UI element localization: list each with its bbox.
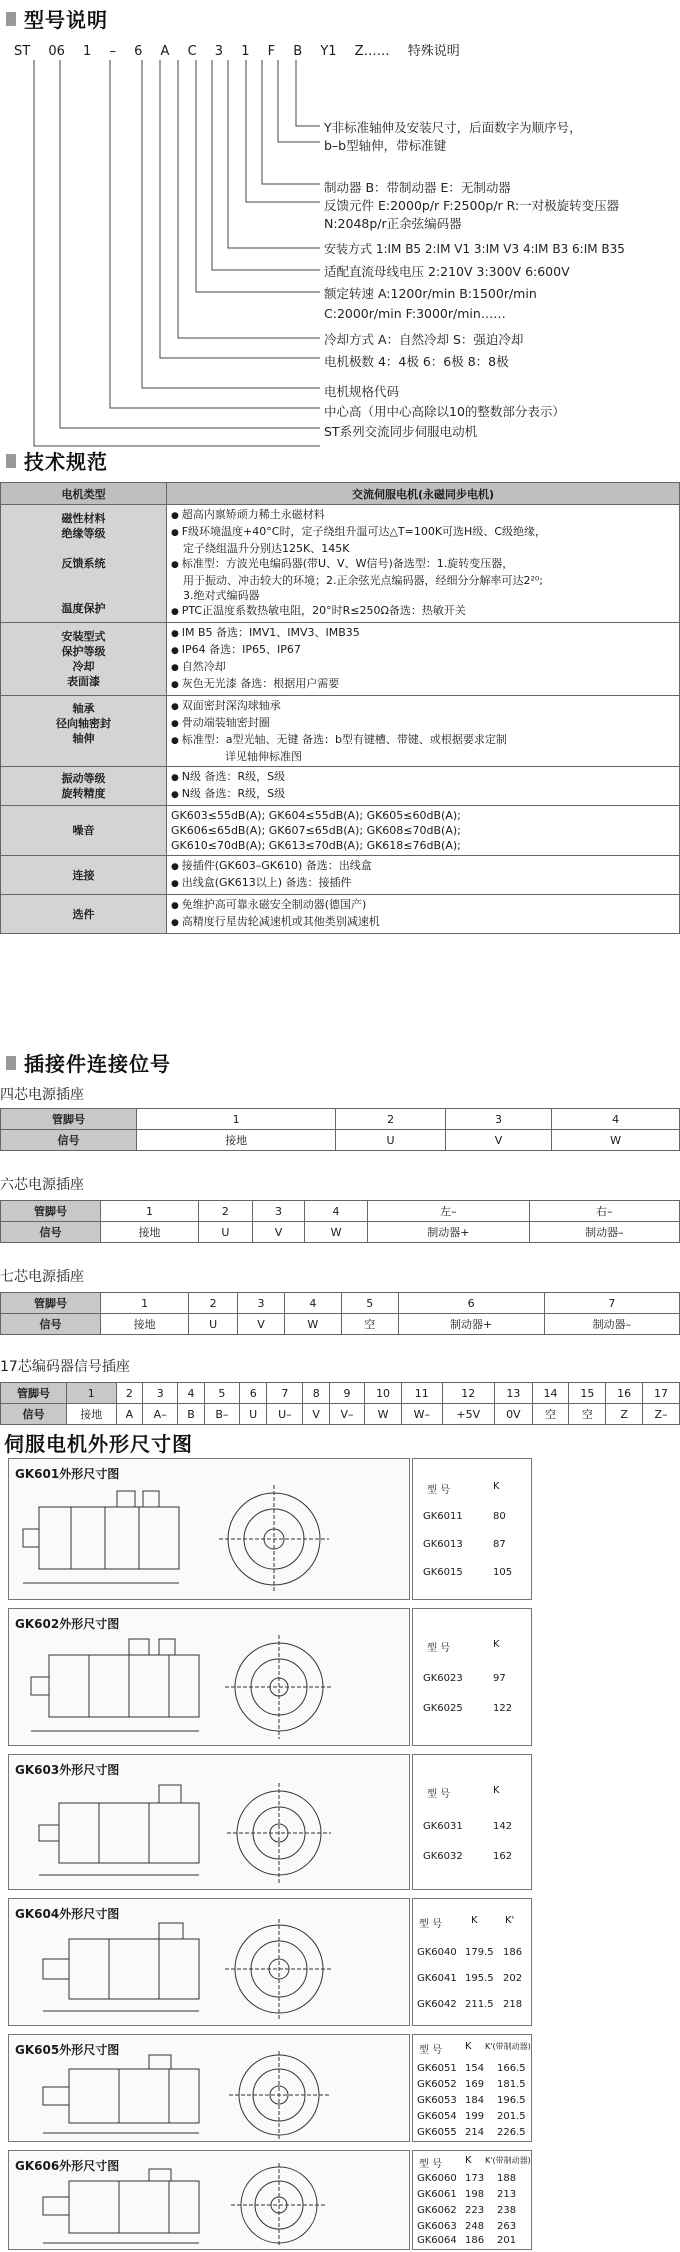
code-part: Y1 [320,44,337,59]
pin-cell: 12 [442,1383,494,1404]
dim-drawing [8,2034,410,2142]
pin-header: 管脚号 [1,1201,101,1222]
signal-cell: B– [204,1404,239,1425]
spec-value: ● 接插件(GK603–GK610) 备选：出线盒 ● 出线盒(GK613以上) 备选：接插件 [167,856,680,895]
spec-label: 轴承 径向轴密封 轴伸 [1,696,167,767]
signal-cell: Z– [643,1404,680,1425]
code-part: 1 [241,44,250,59]
signal-cell: W [285,1314,342,1335]
code-part: 1 [83,44,92,59]
signal-cell: 空 [532,1404,569,1425]
pin-header: 信号 [1,1404,67,1425]
pin-cell: 9 [329,1383,364,1404]
code-part: F [267,44,276,59]
signal-cell: 0V [495,1404,533,1425]
spec-header-right: 交流伺服电机(永磁同步电机) [167,483,680,505]
code-part: Z…… [354,44,390,59]
drawing-title: GK602外形尺寸图 [15,1617,120,1631]
signal-cell: U [189,1314,238,1335]
spec-value: ● N级 备选：R级，S级 ● N级 备选：R级，S级 [167,767,680,806]
pin-cell: 7 [267,1383,303,1404]
spec-value: ● 双面密封深沟球轴承 ● 骨动端装轴密封圈 ● 标准型：a型光轴、无键 备选：b型有键槽、带键、或根据要求定制 详见轴伸标准图 [167,696,680,767]
code-part: – [109,44,116,59]
signal-cell: 接地 [137,1130,336,1151]
signal-cell: 制动器+ [367,1222,529,1243]
signal-cell: Z [606,1404,643,1425]
signal-cell: W– [401,1404,442,1425]
signal-cell: V [237,1314,284,1335]
spec-label: 噪音 [1,806,167,856]
spec-label: 安装型式 保护等级 冷却 表面漆 [1,623,167,696]
signal-cell: V– [329,1404,364,1425]
signal-cell: 空 [341,1314,398,1335]
drawing-title: GK603外形尺寸图 [15,1763,120,1777]
pin-cell: 4 [305,1201,368,1222]
signal-cell: 接地 [67,1404,117,1425]
code-part: A [160,44,170,59]
six-pin-title: 六芯电源插座 [0,1177,84,1193]
pin-cell: 1 [101,1293,189,1314]
drawing-title: GK604外形尺寸图 [15,1907,120,1921]
dim-drawing [8,1898,410,2026]
model-desc: 电机极数 4：4极 6：6极 8：8极 [324,354,509,369]
signal-cell: W [365,1404,402,1425]
signal-cell: 制动器– [529,1222,679,1243]
pin-cell: 16 [606,1383,643,1404]
k-table: 型 号 K GK6031 142 GK6032 162 [412,1754,532,1890]
pin-cell: 2 [189,1293,238,1314]
pin-cell: 13 [495,1383,533,1404]
signal-cell: U [198,1222,252,1243]
signal-cell: 空 [569,1404,606,1425]
seven-pin-title: 七芯电源插座 [0,1269,84,1285]
signal-cell: U– [267,1404,303,1425]
signal-cell: A [116,1404,142,1425]
spec-value: ● 免维护高可靠永磁安全制动器(德国产) ● 高精度行星齿轮减速机或其他类别减速机 [167,895,680,934]
k-table: 型 号 K K'(带制动器) GK6051 154 166.5 GK6052 169 181.5 GK6053 184 196.5 GK6054 199 201.5 GK6055 214 226.5 [412,2034,532,2142]
pin-cell: 1 [137,1109,336,1130]
spec-header-left: 电机类型 [1,483,167,505]
model-desc: C:2000r/min F:3000r/min…… [324,306,506,321]
signal-cell: 接地 [101,1222,199,1243]
spec-value: GK603≤55dB(A); GK604≤55dB(A); GK605≤60dB(A); GK606≤65dB(A); GK607≤65dB(A); GK608≤70dB(A); GK610≤70dB(A); GK613≤70dB(A); GK618≤76dB(A); [167,806,680,856]
drawing-title: GK601外形尺寸图 [15,1467,120,1481]
signal-cell: W [552,1130,680,1151]
pin-cell: 10 [365,1383,402,1404]
signal-cell: 制动器+ [398,1314,544,1335]
dim-drawing [8,1754,410,1890]
pin-cell: 2 [198,1201,252,1222]
code-part: 特殊说明 [407,44,460,59]
pin-cell: 6 [398,1293,544,1314]
spec-row [1,806,680,856]
k-table: 型 号 K GK6023 97 GK6025 122 [412,1608,532,1746]
pin-header: 管脚号 [1,1293,101,1314]
pin-cell: 3 [143,1383,178,1404]
pin-cell: 14 [532,1383,569,1404]
spec-row [1,856,680,895]
spec-row [1,505,680,623]
spec-row [1,895,680,934]
signal-cell: V [303,1404,329,1425]
model-desc: Y非标准轴伸及安装尺寸，后面数字为顺序号， [324,120,582,135]
encoder-pin-table [0,1382,680,1425]
pin-cell: 11 [401,1383,442,1404]
section-marker-icon [6,1056,16,1070]
pin-cell: 左– [367,1201,529,1222]
dim-drawing [8,1608,410,1746]
encoder-pin-title: 17芯编码器信号插座 [0,1359,130,1375]
model-desc: 适配直流母线电压 2:210V 3:300V 6:600V [324,264,570,279]
pin-cell: 2 [116,1383,142,1404]
pin-cell: 5 [204,1383,239,1404]
spec-value: ● 超高内禀矫顽力稀土永磁材料 ● F级环境温度+40°C时，定子绕组升温可达△T=100K可选H级、C级绝缘， 定子绕组温升分别达125K、145K ● 标准型：方波光电编码器(带U、V、W信号)备选型：1.旋转变压器， 用于振动、冲击较大的环境；2.正余弦光点编码器，经细分分解率可达2²⁰; 3.绝对式编码器 ● PTC正温度系数热敏电阻，20°时R≤250Ω备选：热敏开关 [167,505,680,623]
spec-row [1,767,680,806]
spec-value: ● IM B5 备选：IMV1、IMV3、IMB35 ● IP64 备选：IP65、IP67 ● 自然冷却 ● 灰色无光漆 备选：根据用户需要 [167,623,680,696]
model-desc: 额定转速 A:1200r/min B:1500r/min [324,286,537,301]
pin-cell: 3 [445,1109,551,1130]
model-desc: 冷却方式 A：自然冷却 S：强迫冷却 [324,332,524,347]
signal-cell: 制动器– [544,1314,679,1335]
k-table: 型 号 K K'(带制动器) GK6060 173 188 GK6061 198 213 GK6062 223 238 GK6063 248 263 GK6064 186 201 [412,2150,532,2250]
pin-cell: 2 [336,1109,446,1130]
seven-pin-table [0,1292,680,1335]
six-pin-table [0,1200,680,1243]
code-part: C [187,44,197,59]
pin-cell: 1 [67,1383,117,1404]
k-table: 型 号 K K' GK6040 179.5 186 GK6041 195.5 202 GK6042 211.5 218 [412,1898,532,2026]
pin-header: 信号 [1,1222,101,1243]
section-marker-icon [6,12,16,26]
model-desc: N:2048p/r正余弦编码器 [324,216,462,231]
spec-section-title: 技术规范 [6,446,108,475]
pin-cell: 3 [237,1293,284,1314]
pin-cell: 4 [552,1109,680,1130]
spec-label: 连接 [1,856,167,895]
pin-cell: 4 [285,1293,342,1314]
model-desc: 制动器 B：带制动器 E：无制动器 [324,180,511,195]
spec-label: 磁性材料 绝缘等级 反馈系统 温度保护 [1,505,167,623]
pin-cell: 17 [643,1383,680,1404]
section-marker-icon [6,454,16,468]
code-part: 6 [134,44,143,59]
pin-cell: 5 [341,1293,398,1314]
signal-cell: U [240,1404,267,1425]
signal-cell: B [178,1404,204,1425]
model-desc: 安装方式 1:IM B5 2:IM V1 3:IM V3 4:IM B3 6:IM B35 [324,242,625,256]
signal-cell: W [305,1222,368,1243]
drawing-title: GK606外形尺寸图 [15,2159,120,2173]
signal-cell: U [336,1130,446,1151]
dim-drawing [8,1458,410,1600]
signal-cell: V [445,1130,551,1151]
spec-label: 振动等级 旋转精度 [1,767,167,806]
code-part: ST [14,44,31,59]
signal-cell: +5V [442,1404,494,1425]
k-table: 型 号 K GK6011 80 GK6013 87 GK6015 105 [412,1458,532,1600]
pin-cell: 8 [303,1383,329,1404]
spec-row [1,623,680,696]
four-pin-table [0,1108,680,1151]
pin-cell: 7 [544,1293,679,1314]
model-desc: 中心高（用中心高除以10的整数部分表示） [324,404,565,419]
signal-cell: V [252,1222,304,1243]
model-desc: b–b型轴伸，带标准键 [324,138,447,153]
pin-header: 信号 [1,1130,137,1151]
spec-table [0,482,680,934]
model-desc: ST系列交流同步伺服电动机 [324,424,478,439]
dims-section-title: 伺服电机外形尺寸图 [4,1432,193,1456]
drawing-title: GK605外形尺寸图 [15,2043,120,2057]
pin-cell: 15 [569,1383,606,1404]
pins-section-title: 插接件连接位号 [6,1048,171,1077]
pin-cell: 1 [101,1201,199,1222]
pin-header: 信号 [1,1314,101,1335]
model-desc: 电机规格代码 [324,384,400,399]
pin-cell: 4 [178,1383,204,1404]
pin-header: 管脚号 [1,1109,137,1130]
pin-cell: 3 [252,1201,304,1222]
signal-cell: A– [143,1404,178,1425]
code-part: B [293,44,303,59]
model-desc: 反馈元件 E:2000p/r F:2500p/r R:一对极旋转变压器 [324,198,620,213]
four-pin-title: 四芯电源插座 [0,1087,84,1103]
code-part: 06 [48,44,65,59]
pin-header: 管脚号 [1,1383,67,1404]
dim-drawing [8,2150,410,2250]
signal-cell: 接地 [101,1314,189,1335]
pin-cell: 右– [529,1201,679,1222]
spec-row [1,696,680,767]
pin-cell: 6 [240,1383,267,1404]
code-part: 3 [214,44,224,59]
model-section-title: 型号说明 [6,4,108,33]
spec-label: 选件 [1,895,167,934]
